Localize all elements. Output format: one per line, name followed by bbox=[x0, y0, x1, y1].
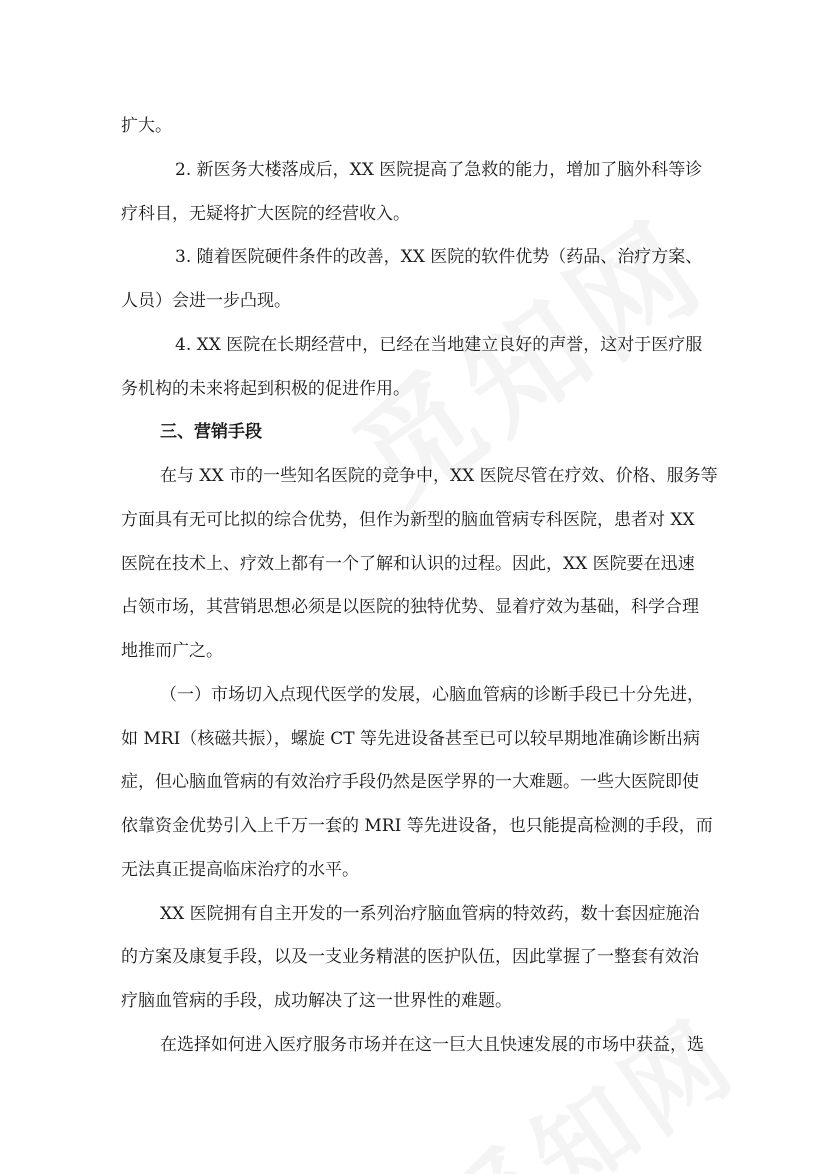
text-line-14: （一）市场切入点现代医学的发展，心脑血管病的诊断手段已十分先进， bbox=[160, 685, 704, 705]
text-line-11: 医院在技术上、疗效上都有一个了解和认识的过程。因此，XX 医院要在迅速 bbox=[121, 554, 695, 574]
text-line-18: 无法真正提高临床治疗的水平。 bbox=[121, 860, 359, 880]
text-line-21: 疗脑血管病的手段，成功解决了这一世界性的难题。 bbox=[121, 991, 512, 1011]
text-line-5: 人员）会进一步凸现。 bbox=[121, 291, 291, 311]
text-line-1: 扩大。 bbox=[121, 116, 172, 136]
text-line-12: 占领市场，其营销思想必须是以医院的独特优势、显着疗效为基础，科学合理 bbox=[121, 597, 699, 617]
text-line-4: 3. 随着医院硬件条件的改善，XX 医院的软件优势（药品、治疗方案、 bbox=[175, 247, 703, 267]
text-line-6: 4. XX 医院在长期经营中，已经在当地建立良好的声誉，这对于医疗服 bbox=[175, 335, 703, 355]
text-line-15: 如 MRI（核磁共振），螺旋 CT 等先进设备甚至已可以较早期地准确诊断出病 bbox=[121, 729, 700, 749]
text-line-2: 2. 新医务大楼落成后，XX 医院提高了急救的能力，增加了脑外科等诊 bbox=[175, 160, 703, 180]
text-line-3: 疗科目，无疑将扩大医院的经营收入。 bbox=[121, 204, 410, 224]
text-line-17: 依靠资金优势引入上千万一套的 MRI 等先进设备，也只能提高检测的手段，而 bbox=[121, 816, 713, 836]
text-line-16: 症，但心脑血管病的有效治疗手段仍然是医学界的一大难题。一些大医院即使 bbox=[121, 772, 699, 792]
text-line-13: 地推而广之。 bbox=[121, 641, 223, 661]
text-line-9: 在与 XX 市的一些知名医院的竞争中，XX 医院尽管在疗效、价格、服务等 bbox=[160, 466, 718, 486]
text-line-10: 方面具有无可比拟的综合优势，但作为新型的脑血管病专科医院，患者对 XX bbox=[121, 510, 695, 530]
text-line-7: 务机构的未来将起到积极的促进作用。 bbox=[121, 379, 410, 399]
text-line-20: 的方案及康复手段，以及一支业务精湛的医护队伍，因此掌握了一整套有效治 bbox=[121, 947, 699, 967]
section-heading: 三、营销手段 bbox=[160, 422, 262, 442]
text-line-19: XX 医院拥有自主开发的一系列治疗脑血管病的特效药，数十套因症施治 bbox=[160, 904, 700, 924]
text-line-22: 在选择如何进入医疗服务市场并在这一巨大且快速发展的市场中获益，选 bbox=[160, 1035, 704, 1055]
